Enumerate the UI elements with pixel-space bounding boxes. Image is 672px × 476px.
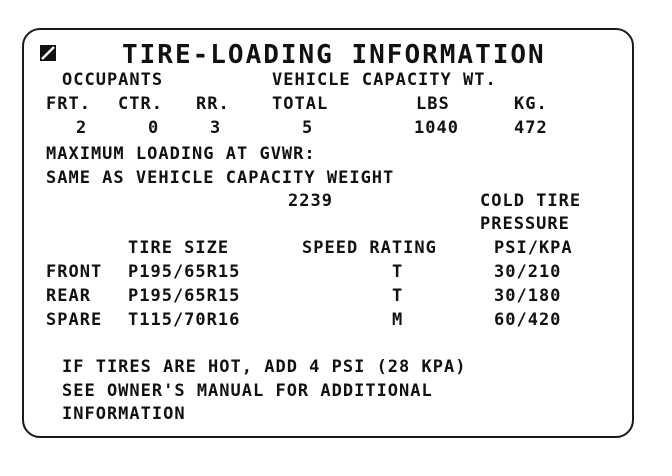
manufacturer-logo-icon (40, 45, 56, 61)
vehicle-capacity-header: VEHICLE CAPACITY WT. (272, 70, 497, 90)
max-loading-value: 2239 (288, 191, 333, 211)
tire-row-rating: M (392, 310, 404, 330)
front-occupants-value: 2 (76, 118, 88, 138)
tire-row-rating: T (392, 262, 404, 282)
tire-row-pressure: 30/180 (494, 286, 562, 306)
tire-row-size: P195/65R15 (128, 262, 241, 282)
label-title: TIRE-LOADING INFORMATION (122, 40, 546, 70)
capacity-lbs-value: 1040 (414, 118, 459, 138)
center-column-label: CTR. (118, 94, 163, 114)
total-column-label: TOTAL (272, 94, 329, 114)
rear-occupants-value: 3 (210, 118, 222, 138)
cold-tire-pressure-line-2: PRESSURE (480, 214, 570, 234)
tire-row-position: SPARE (46, 310, 103, 330)
occupants-header: OCCUPANTS (62, 70, 164, 90)
footer-line-1: IF TIRES ARE HOT, ADD 4 PSI (28 KPA) (62, 357, 467, 377)
footer-line-2: SEE OWNER'S MANUAL FOR ADDITIONAL (62, 381, 433, 401)
capacity-kg-value: 472 (514, 118, 548, 138)
footer-line-3: INFORMATION (62, 404, 186, 424)
kg-column-label: KG. (514, 94, 548, 114)
speed-rating-header: SPEED RATING (302, 238, 437, 258)
tire-size-header: TIRE SIZE (128, 238, 230, 258)
center-occupants-value: 0 (148, 118, 160, 138)
tire-row-size: P195/65R15 (128, 286, 241, 306)
tire-row-pressure: 60/420 (494, 310, 562, 330)
rear-column-label: RR. (196, 94, 230, 114)
max-loading-line-1: MAXIMUM LOADING AT GVWR: (46, 144, 316, 164)
tire-row-pressure: 30/210 (494, 262, 562, 282)
tire-row-rating: T (392, 286, 404, 306)
tire-row-position: FRONT (46, 262, 103, 282)
tire-row-position: REAR (46, 286, 91, 306)
lbs-column-label: LBS (416, 94, 450, 114)
cold-tire-pressure-line-1: COLD TIRE (480, 191, 582, 211)
psi-kpa-header: PSI/KPA (494, 238, 573, 258)
total-occupants-value: 5 (302, 118, 314, 138)
max-loading-line-2: SAME AS VEHICLE CAPACITY WEIGHT (46, 168, 395, 188)
front-column-label: FRT. (46, 94, 91, 114)
tire-row-size: T115/70R16 (128, 310, 241, 330)
